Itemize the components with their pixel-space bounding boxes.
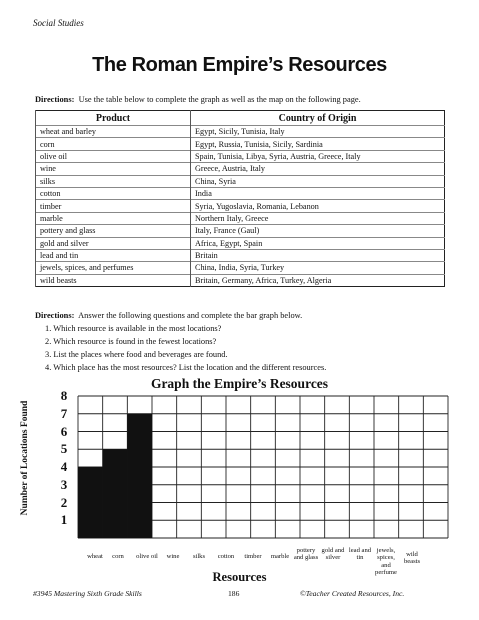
column-header-product: Product (36, 111, 191, 126)
origin-cell: Egypt, Russia, Tunisia, Sicily, Sardinia (191, 138, 445, 150)
product-cell: pottery and glass (36, 225, 191, 237)
origin-cell: Greece, Austria, Italy (191, 163, 445, 175)
y-tick-label: 4 (60, 459, 68, 474)
x-tick-label: jewels, spices, and perfume (375, 547, 397, 577)
x-tick-label: silks (192, 553, 206, 560)
x-tick-label: wheat (87, 553, 103, 560)
directions-label: Directions: (35, 311, 75, 320)
y-axis-label: Number of Locations Found (20, 400, 30, 516)
x-tick-label: gold and silver (321, 547, 345, 562)
origin-cell: India (191, 187, 445, 199)
x-axis-title: Resources (212, 570, 267, 584)
x-tick-label: timber (244, 553, 262, 560)
product-cell: olive oil (36, 150, 191, 162)
x-tick-label: wine (166, 553, 180, 560)
origin-cell: Egypt, Sicily, Tunisia, Italy (191, 126, 445, 138)
bar-corn (103, 449, 128, 538)
y-tick-label: 3 (60, 476, 68, 492)
product-cell: wine (36, 163, 191, 175)
origin-cell: Britain, Germany, Africa, Turkey, Algeria (191, 274, 445, 286)
origin-cell: Italy, France (Gaul) (191, 225, 445, 237)
product-cell: wild beasts (36, 274, 191, 286)
product-cell: marble (36, 212, 191, 224)
question-1: 1. Which resource is available in the most locations? (45, 324, 222, 333)
footer-right: ©Teacher Created Resources, Inc. (300, 589, 405, 598)
y-tick-label: 7 (60, 405, 68, 421)
bar-olive-oil (127, 414, 152, 538)
origin-cell: Northern Italy, Greece (191, 212, 445, 224)
page-title: The Roman Empire’s Resources (92, 54, 387, 76)
product-cell: wheat and barley (36, 126, 191, 138)
question-2: 2. Which resource is found in the fewest locations? (45, 337, 217, 346)
origin-cell: Africa, Egypt, Spain (191, 237, 445, 249)
x-tick-label: marble (270, 553, 290, 560)
x-tick-label: pottery and glass (293, 547, 319, 562)
subject-header: Social Studies (33, 18, 84, 28)
product-cell: cotton (36, 187, 191, 199)
x-tick-label: cotton (217, 553, 235, 560)
y-tick-label: 2 (60, 494, 68, 510)
origin-cell: Syria, Yugoslavia, Romania, Lebanon (191, 200, 445, 212)
bar-wheat (78, 467, 103, 538)
x-tick-label: lead and tin (348, 547, 372, 562)
page-number: 186 (228, 589, 240, 598)
origin-cell: Britain (191, 249, 445, 261)
question-3: 3. List the places where food and beverages are found. (45, 350, 228, 359)
origin-cell: China, India, Syria, Turkey (191, 262, 445, 274)
product-cell: lead and tin (36, 249, 191, 261)
directions-text: Answer the following questions and complete the bar graph below. (78, 311, 303, 320)
directions-label: Directions: (35, 95, 75, 104)
column-header-origin: Country of Origin (191, 111, 445, 126)
product-cell: gold and silver (36, 237, 191, 249)
y-tick-label: 8 (60, 388, 68, 403)
y-tick-label: 6 (60, 423, 68, 439)
x-tick-label: corn (112, 553, 124, 560)
y-tick-label: 5 (60, 441, 68, 457)
x-tick-label: olive oil (136, 553, 158, 560)
product-cell: jewels, spices, and perfumes (36, 262, 191, 274)
product-cell: timber (36, 200, 191, 212)
question-4: 4. Which place has the most resources? List the location and the different resources. (45, 363, 327, 372)
directions-text: Use the table below to complete the graph as well as the map on the following page. (78, 95, 361, 104)
product-cell: silks (36, 175, 191, 187)
origin-cell: Spain, Tunisia, Libya, Syria, Austria, Greece, Italy (191, 150, 445, 162)
graph-title: Graph the Empire’s Resources (150, 376, 329, 391)
footer-left: #3945 Mastering Sixth Grade Skills (33, 589, 142, 598)
product-cell: corn (36, 138, 191, 150)
x-tick-label: wild beasts (403, 551, 421, 566)
origin-cell: China, Syria (191, 175, 445, 187)
y-tick-label: 1 (60, 512, 68, 528)
